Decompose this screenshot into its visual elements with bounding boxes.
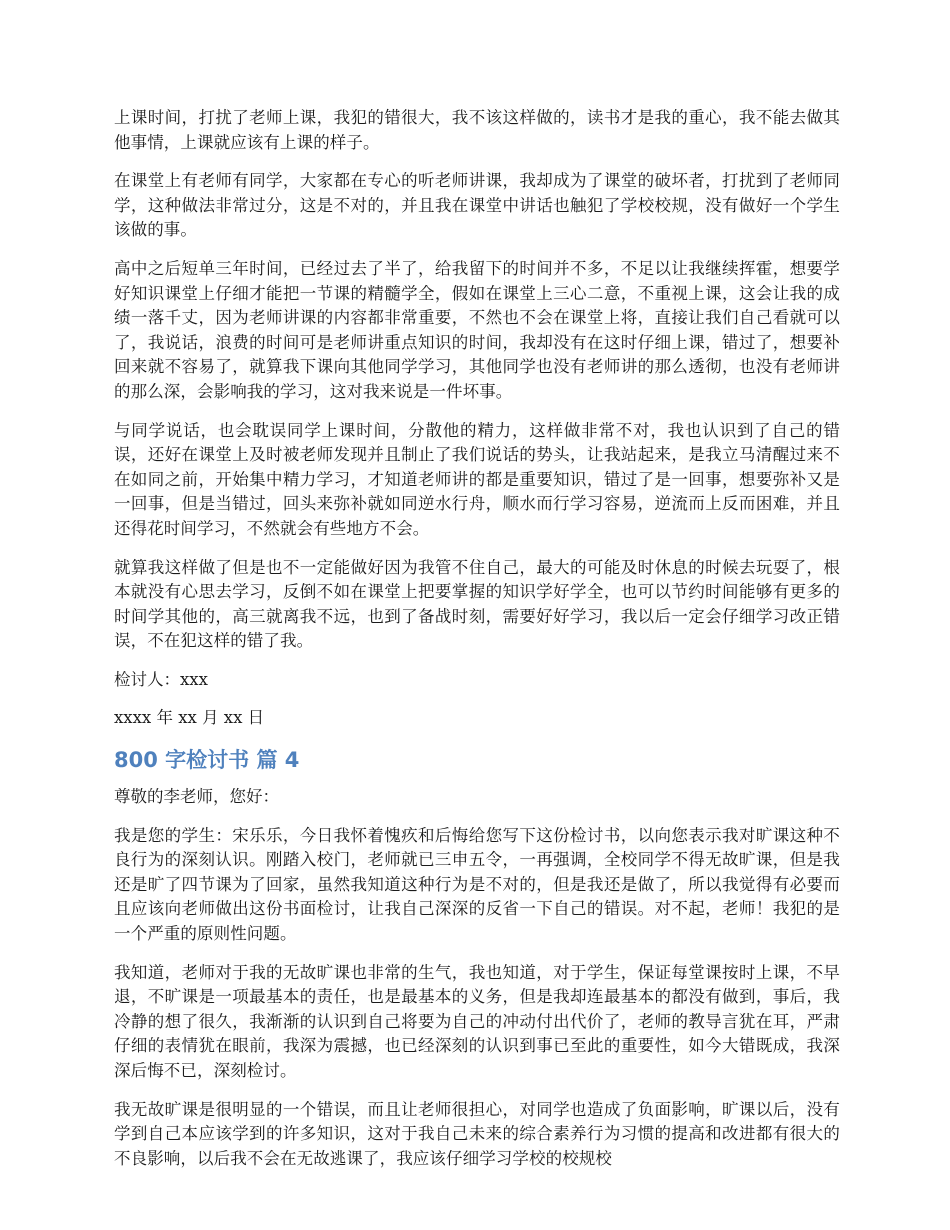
paragraph: 与同学说话，也会耽误同学上课时间，分散他的精力，这样做非常不对，我也认识到了自己的错误，还好在课堂上及时被老师发现并且制止了我们说话的势头，让我站起来，是我立马清醒过来不在如同之前，开始集中精力学习，才知道老师讲的都是重要知识，错过了是一回事，想要弥补又是一回事，但是当错过，回头来弥补就如同逆水行舟，顺水而行学习容易，逆流而上反而困难，并且还得花时间学习，不然就会有些地方不会。: [114, 420, 840, 538]
paragraph: 我知道，老师对于我的无故旷课也非常的生气，我也知道，对于学生，保证每堂课按时上课，不早退，不旷课是一项最基本的责任，也是最基本的义务，但是我却连最基本的都没有做到，事后，我冷静的想了很久，我渐渐的认识到自己将要为自己的冲动付出代价了，老师的教导言犹在耳，严肃仔细的表情犹在眼前，我深为震撼，也已经深刻的认识到事已至此的重要性，如今大错既成，我深深后悔不已，深刻检讨。: [114, 962, 840, 1080]
date-line: xxxx 年 xx 月 xx 日: [114, 708, 265, 728]
section-heading: 800 字检讨书 篇 4: [114, 748, 300, 773]
paragraph: 高中之后短单三年时间，已经过去了半了，给我留下的时间并不多，不足以让我继续挥霍，想要学好知识课堂上仔细才能把一节课的精髓学全，假如在课堂上三心二意，不重视上课，这会让我的成绩一落千丈，因为老师讲课的内容都非常重要，不然也不会在课堂上将，直接让我们自己看就可以了，我说话，浪费的时间可是老师讲重点知识的时间，我却没有在这时仔细上课，错过了，想要补回来就不容易了，就算我下课向其他同学学习，其他同学也没有老师讲的那么透彻，也没有老师讲的那么深，会影响我的学习，这对我来说是一件坏事。: [114, 258, 840, 401]
document-page: [114, 106, 840, 1185]
paragraph: 我无故旷课是很明显的一个错误，而且让老师很担心，对同学也造成了负面影响，旷课以后，没有学到自己本应该学到的许多知识，这对于我自己未来的综合素养行为习惯的提高和改进都有很大的不良影响，以后我不会在无故逃课了，我应该仔细学习学校的校规校: [114, 1099, 840, 1168]
paragraph: 就算我这样做了但是也不一定能做好因为我管不住自己，最大的可能及时休息的时候去玩耍了，根本就没有心思去学习，反倒不如在课堂上把要掌握的知识学好学全，也可以节约时间能够有更多的时间学其他的，高三就离我不远，也到了备战时刻，需要好好学习，我以后一定会仔细学习改正错误，不在犯这样的错了我。: [114, 557, 840, 651]
paragraph: 上课时间，打扰了老师上课，我犯的错很大，我不该这样做的，读书才是我的重心，我不能去做其他事情，上课就应该有上课的样子。: [114, 108, 840, 152]
signature: 检讨人：xxx: [114, 669, 208, 689]
paragraph: 在课堂上有老师有同学，大家都在专心的听老师讲课，我却成为了课堂的破坏者，打扰到了老师同学，这种做法非常过分，这是不对的，并且我在课堂中讲话也触犯了学校校规，没有做好一个学生该做的事。: [114, 171, 840, 240]
salutation: 尊敬的李老师，您好：: [114, 787, 279, 807]
paragraph: 我是您的学生：宋乐乐，今日我怀着愧疚和后悔给您写下这份检讨书，以向您表示我对旷课这种不良行为的深刻认识。刚踏入校门，老师就已三申五令，一再强调，全校同学不得无故旷课，但是我还是旷了四节课为了回家，虽然我知道这种行为是不对的，但是我还是做了，所以我觉得有必要而且应该向老师做出这份书面检讨，让我自己深深的反省一下自己的错误。对不起，老师！我犯的是一个严重的原则性问题。: [114, 825, 840, 944]
